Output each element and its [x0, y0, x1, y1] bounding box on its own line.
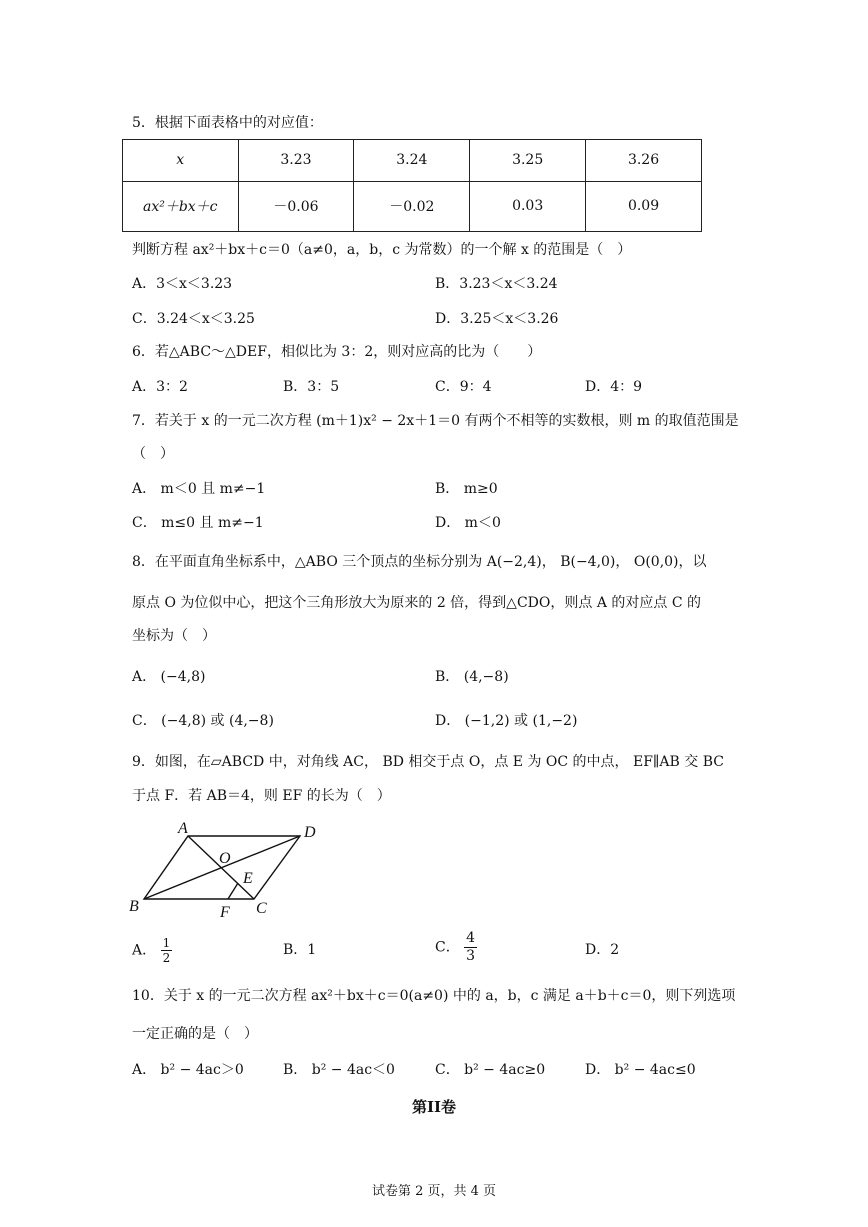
fraction-four-thirds — [464, 930, 477, 965]
q5-option-d[interactable]: D．3.25＜x＜3.26 — [435, 311, 559, 327]
q9-line2: 于点 F．若 AB＝4，则 EF 的长为（ ） — [132, 788, 391, 804]
q7-option-a[interactable]: A． m＜0 且 m≠−1 — [132, 481, 266, 497]
q6-option-b[interactable]: B．3：5 — [283, 379, 340, 395]
q9-option-b[interactable]: B．1 — [283, 942, 317, 958]
fraction-numerator: 1 — [162, 936, 171, 950]
q6-option-a[interactable]: A．3：2 — [132, 379, 188, 395]
q6-option-d[interactable]: D．4：9 — [585, 379, 643, 395]
table-cell: 3.24 — [354, 140, 470, 182]
parallelogram-figure — [126, 819, 326, 919]
q5-stem: 5．根据下面表格中的对应值： — [132, 115, 323, 131]
table-cell: －0.06 — [238, 181, 354, 231]
option-letter: A． — [132, 942, 157, 959]
label-c: C — [256, 900, 267, 917]
label-o: O — [219, 850, 231, 867]
fraction-one-half — [161, 936, 173, 965]
q10-option-d[interactable]: D． b² − 4ac≤0 — [585, 1062, 696, 1078]
section-title: 第II卷 — [411, 1098, 457, 1116]
q8-option-a[interactable]: A． (−4,8) — [132, 669, 206, 685]
q7-option-b[interactable]: B． m≥0 — [435, 481, 498, 497]
page-footer: 试卷第 2 页，共 4 页 — [371, 1184, 497, 1199]
q5-value-table — [122, 139, 702, 232]
table-row — [123, 181, 702, 231]
fraction-numerator: 4 — [466, 930, 476, 946]
q8-option-d[interactable]: D． (−1,2) 或 (1,−2) — [435, 713, 578, 729]
table-row — [123, 140, 702, 182]
table-cell: 3.23 — [238, 140, 354, 182]
table-cell: 3.26 — [586, 140, 702, 182]
label-a: A — [178, 820, 188, 837]
q10-option-c[interactable]: C． b² − 4ac≥0 — [435, 1062, 546, 1078]
label-d: D — [304, 824, 316, 841]
fraction-denominator: 3 — [466, 948, 476, 964]
q10-line2: 一定正确的是（ ） — [132, 1026, 258, 1042]
q9-option-c[interactable] — [435, 930, 477, 965]
q5-option-c[interactable]: C．3.24＜x＜3.25 — [132, 311, 255, 327]
q8-line2: 原点 O 为位似中心，把这个三角形放大为原来的 2 倍，得到△CDO，则点 A 的对应点 C 的 — [132, 595, 701, 611]
q9-option-d[interactable]: D．2 — [585, 942, 620, 958]
q8-line1: 8．在平面直角坐标系中，△ABO 三个顶点的坐标分别为 A(−2,4)， B(−4,0)， O(0,0)，以 — [132, 554, 707, 570]
q6-option-c[interactable]: C．9：4 — [435, 379, 492, 395]
q7-stem: 7．若关于 x 的一元二次方程 (m＋1)x² − 2x＋1＝0 有两个不相等的实数根，则 m 的取值范围是 — [132, 413, 739, 429]
q10-option-a[interactable]: A． b² − 4ac＞0 — [132, 1062, 244, 1078]
label-e: E — [243, 870, 253, 887]
table-cell: 0.03 — [470, 181, 586, 231]
q10-option-b[interactable]: B． b² − 4ac＜0 — [283, 1062, 395, 1078]
q5-question: 判断方程 ax²＋bx＋c＝0（a≠0，a，b，c 为常数）的一个解 x 的范围是（ ） — [132, 242, 632, 258]
option-letter: C． — [435, 939, 460, 956]
table-cell: －0.02 — [354, 181, 470, 231]
table-cell: 3.25 — [470, 140, 586, 182]
segment-ef — [228, 883, 238, 899]
label-b: B — [129, 898, 139, 915]
q7-option-d[interactable]: D． m＜0 — [435, 515, 501, 531]
table-cell: 0.09 — [586, 181, 702, 231]
q10-line1: 10．关于 x 的一元二次方程 ax²＋bx＋c＝0(a≠0) 中的 a，b，c 满足 a＋b＋c＝0，则下列选项 — [132, 988, 736, 1004]
label-f: F — [220, 904, 230, 919]
q6-stem: 6．若△ABC～△DEF，相似比为 3：2，则对应高的比为（ ） — [132, 344, 542, 360]
table-cell: ax²＋bx＋c — [123, 181, 239, 231]
fraction-denominator: 2 — [162, 951, 171, 965]
q5-option-b[interactable]: B．3.23＜x＜3.24 — [435, 276, 558, 292]
q7-stem-continued: （ ） — [132, 446, 174, 462]
q9-line1: 9．如图，在▱ABCD 中，对角线 AC， BD 相交于点 O，点 E 为 OC 的中点， EF∥AB 交 BC — [132, 754, 724, 770]
table-cell: x — [123, 140, 239, 182]
q7-option-c[interactable]: C． m≤0 且 m≠−1 — [132, 515, 264, 531]
q8-line3: 坐标为（ ） — [132, 628, 216, 644]
q8-option-b[interactable]: B． (4,−8) — [435, 669, 509, 685]
q5-option-a[interactable]: A．3＜x＜3.23 — [132, 276, 233, 292]
q9-option-a[interactable] — [132, 936, 172, 965]
q8-option-c[interactable]: C． (−4,8) 或 (4,−8) — [132, 713, 274, 729]
